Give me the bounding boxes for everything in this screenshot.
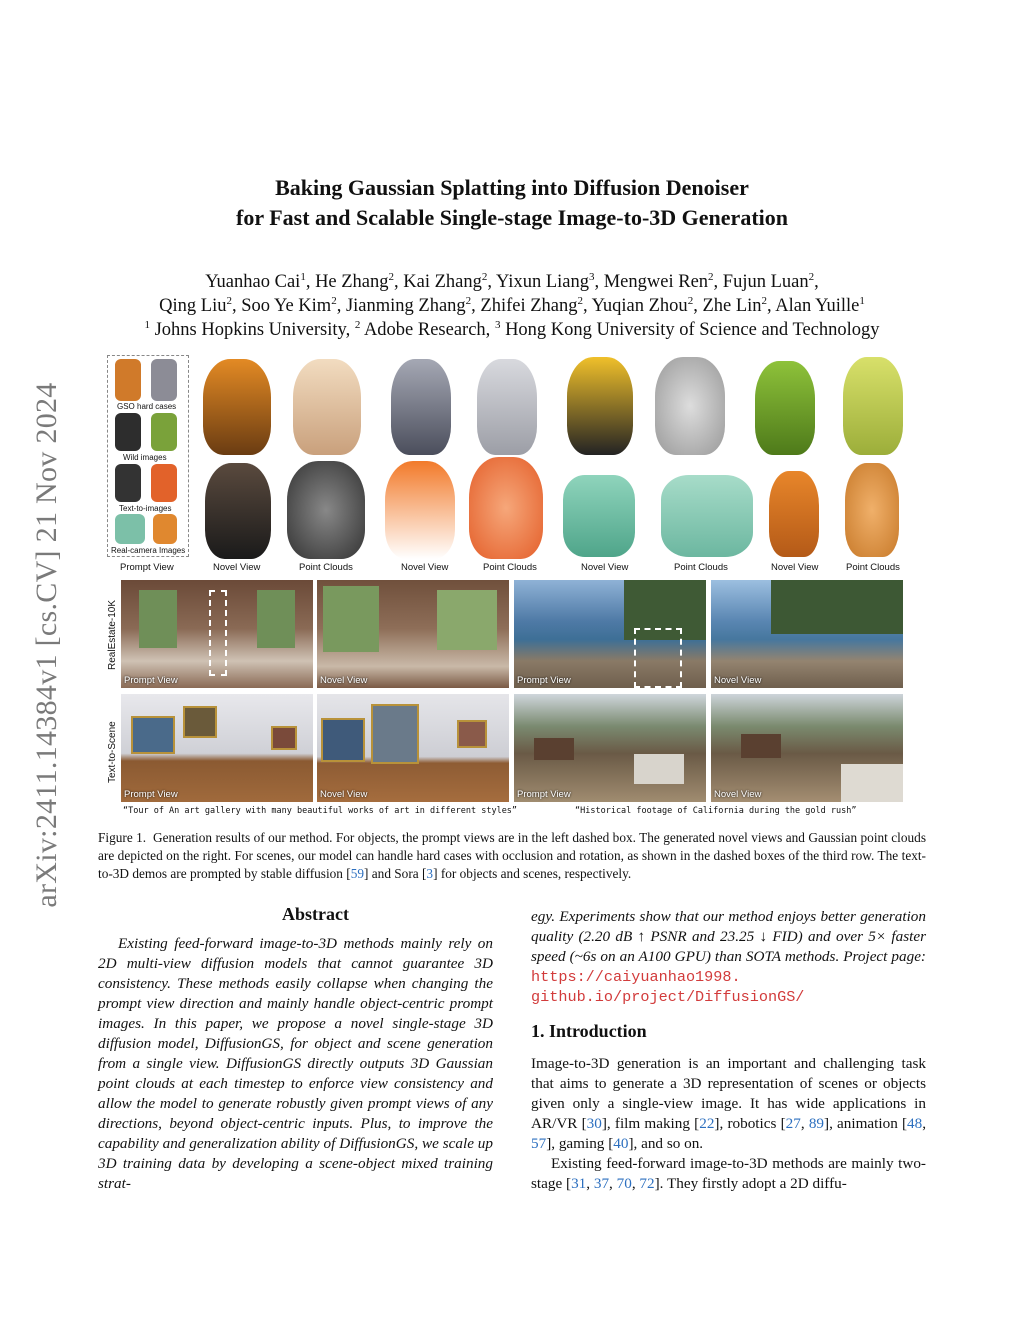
author: Yuqian Zhou$^2$, [591, 294, 703, 316]
author: Yixun Liang$^3$, [495, 270, 604, 292]
figure-1 [105, 353, 911, 823]
figure-label: Figure 1. [98, 830, 147, 845]
object-point-cloud [469, 457, 543, 559]
author: Qing Liu$^2$, [159, 294, 242, 316]
object-point-cloud [661, 475, 753, 557]
affiliations: $^1$ Johns Hopkins University, $^2$ Adobe Research, $^3$ Hong Kong University of Science and Technology [144, 318, 880, 340]
author: Fujun Luan$^2$, [722, 270, 819, 292]
citation-link[interactable]: 22 [699, 1115, 715, 1132]
object-caption: Novel View [213, 562, 261, 573]
citation-link[interactable]: 27 [785, 1115, 801, 1132]
object-point-cloud [843, 357, 903, 455]
author: Zhifei Zhang$^2$, [480, 294, 592, 316]
author: Soo Ye Kim$^2$, [241, 294, 346, 316]
prompt-thumb [115, 464, 141, 502]
prompt-label: Wild images [123, 453, 167, 462]
paper-title-line2: for Fast and Scalable Single-stage Image-to-3D Generation [236, 205, 788, 230]
object-point-cloud [477, 359, 537, 455]
abstract-continued: egy. Experiments show that our method enjoys better generation quality (2.20 dB ↑ PSNR and 23.25 ↓ FID) and over 5× faster speed (~6s on an A100 GPU) than SOTA methods. Project page: https://caiyuanhao1998. github.io/project/DiffusionGS/ [531, 908, 926, 1006]
citation-link[interactable]: 48 [907, 1115, 923, 1132]
intro-paragraph-2: Existing feed-forward image-to-3D methods are mainly two-stage [31, 37, 70, 72]. They firstly adopt a 2D diffu- [531, 1155, 926, 1192]
citation-link[interactable]: 30 [586, 1115, 602, 1132]
citation-link[interactable]: 57 [531, 1135, 547, 1152]
scene-prompt-view [514, 580, 706, 688]
object-caption: Point Clouds [846, 562, 900, 573]
citation-link[interactable]: 59 [350, 866, 365, 881]
paper-title-line1: Baking Gaussian Splatting into Diffusion Denoiser [275, 175, 749, 200]
figure-caption: Figure 1. Generation results of our method. For objects, the prompt views are in the left dashed box. The generated novel views and Gaussian point clouds are depicted on the right. For scenes, our model can handle hard cases with occlusion and rotation, as shown in the dashed boxes of the third row. The text-to-3D demos are prompted by stable diffusion [59] and Sora [3] for objects and scenes, respectively. [98, 830, 926, 881]
object-novel-view [203, 359, 271, 455]
scene-novel-view [317, 580, 509, 688]
citation-link[interactable]: 72 [639, 1175, 655, 1192]
object-caption: Novel View [401, 562, 449, 573]
citation-link[interactable]: 40 [613, 1135, 629, 1152]
scene-caption: Novel View [714, 675, 762, 686]
author: Jianming Zhang$^2$, [345, 294, 481, 316]
author: Kai Zhang$^2$, [403, 270, 496, 292]
arxiv-id: arXiv:2411.14384v1 [cs.CV] 21 Nov 2024 [30, 382, 63, 908]
author: Mengwei Ren$^2$, [603, 270, 723, 292]
prompt-thumb [115, 413, 141, 451]
abstract-heading: Abstract [282, 904, 349, 924]
scene-prompt-view [514, 694, 706, 802]
row-label-text-to-scene: Text-to-Scene [107, 721, 118, 783]
prompt-label: Text-to-images [119, 504, 172, 513]
object-caption: Point Clouds [483, 562, 537, 573]
arxiv-sidebar [29, 345, 65, 945]
object-point-cloud [845, 463, 899, 557]
author: Yuanhao Cai$^1$, [205, 270, 316, 292]
citation-link[interactable]: 89 [808, 1115, 825, 1132]
intro-heading: 1. Introduction [531, 1021, 647, 1041]
object-novel-view [385, 461, 455, 559]
scene-caption: Prompt View [124, 789, 178, 800]
citation-link[interactable]: 37 [593, 1175, 610, 1192]
object-point-cloud [655, 357, 725, 455]
object-novel-view [567, 357, 633, 455]
authors-line1 [0, 270, 1024, 294]
author: Zhe Lin$^2$, [702, 294, 776, 316]
prompt-thumb [151, 413, 177, 451]
object-novel-view [769, 471, 819, 557]
scene-caption: Novel View [320, 675, 368, 686]
authors-line2 [0, 294, 1024, 318]
prompt-thumb [115, 359, 141, 401]
object-novel-view [755, 361, 815, 455]
object-point-cloud [287, 461, 365, 559]
prompt-label: GSO hard cases [117, 402, 177, 411]
author: He Zhang$^2$, [315, 270, 404, 292]
author: Alan Yuille$^1$ [775, 294, 865, 316]
scene-caption: Novel View [320, 789, 368, 800]
citation-link[interactable]: 31 [571, 1175, 587, 1192]
prompt-thumb [115, 514, 145, 544]
object-caption: Point Clouds [299, 562, 353, 573]
scene-novel-view [317, 694, 509, 802]
object-point-cloud [293, 359, 361, 455]
row-label-realestate: RealEstate-10K [107, 599, 118, 670]
scene-novel-view [711, 580, 903, 688]
object-novel-view [391, 359, 451, 455]
scene-novel-view [711, 694, 903, 802]
object-caption: Point Clouds [674, 562, 728, 573]
object-caption: Prompt View [120, 562, 174, 573]
scene-caption: Prompt View [517, 789, 571, 800]
scene-caption: Prompt View [124, 675, 178, 686]
object-novel-view [205, 463, 271, 559]
prompt-quote-right: “Historical footage of California during the gold rush” [575, 806, 857, 816]
prompt-thumb [151, 359, 177, 401]
object-caption: Novel View [581, 562, 629, 573]
project-url[interactable]: https://caiyuanhao1998. github.io/project/DiffusionGS/ [531, 968, 805, 1006]
scene-prompt-view [121, 694, 313, 802]
prompt-thumb [151, 464, 177, 502]
object-caption: Novel View [771, 562, 819, 573]
scene-caption: Prompt View [517, 675, 571, 686]
abstract-body: Existing feed-forward image-to-3D methods mainly rely on 2D multi-view diffusion models that cannot guarantee 3D consistency. These methods easily collapse when changing the prompt view direction and mainly handle object-centric prompt images. In this paper, we propose a novel single-stage 3D diffusion model, DiffusionGS, for object and scene generation from a single view. DiffusionGS directly outputs 3D Gaussian point clouds at each timestep to enforce view consistency and allow the model to generate robustly given prompt views of any directions, beyond object-centric inputs. Plus, to improve the capability and generalization ability of DiffusionGS, we scale up 3D training data by developing a scene-object mixed training strat- [98, 935, 493, 1192]
object-novel-view [563, 475, 635, 557]
citation-link[interactable]: 3 [426, 866, 434, 881]
scene-prompt-view [121, 580, 313, 688]
scene-caption: Novel View [714, 789, 762, 800]
intro-paragraph-1: Image-to-3D generation is an important and challenging task that aims to generate a 3D representation of scenes or objects given only a single-view image. It has wide applications in AR/VR [30], film making [22], robotics [27, 89], animation [48, 57], gaming [40], and so on. [531, 1055, 927, 1152]
prompt-thumb [153, 514, 177, 544]
prompt-label: Real-camera Images [111, 546, 186, 555]
prompt-quote-left: “Tour of An art gallery with many beautiful works of art in different styles” [123, 806, 518, 816]
citation-link[interactable]: 70 [616, 1175, 632, 1192]
